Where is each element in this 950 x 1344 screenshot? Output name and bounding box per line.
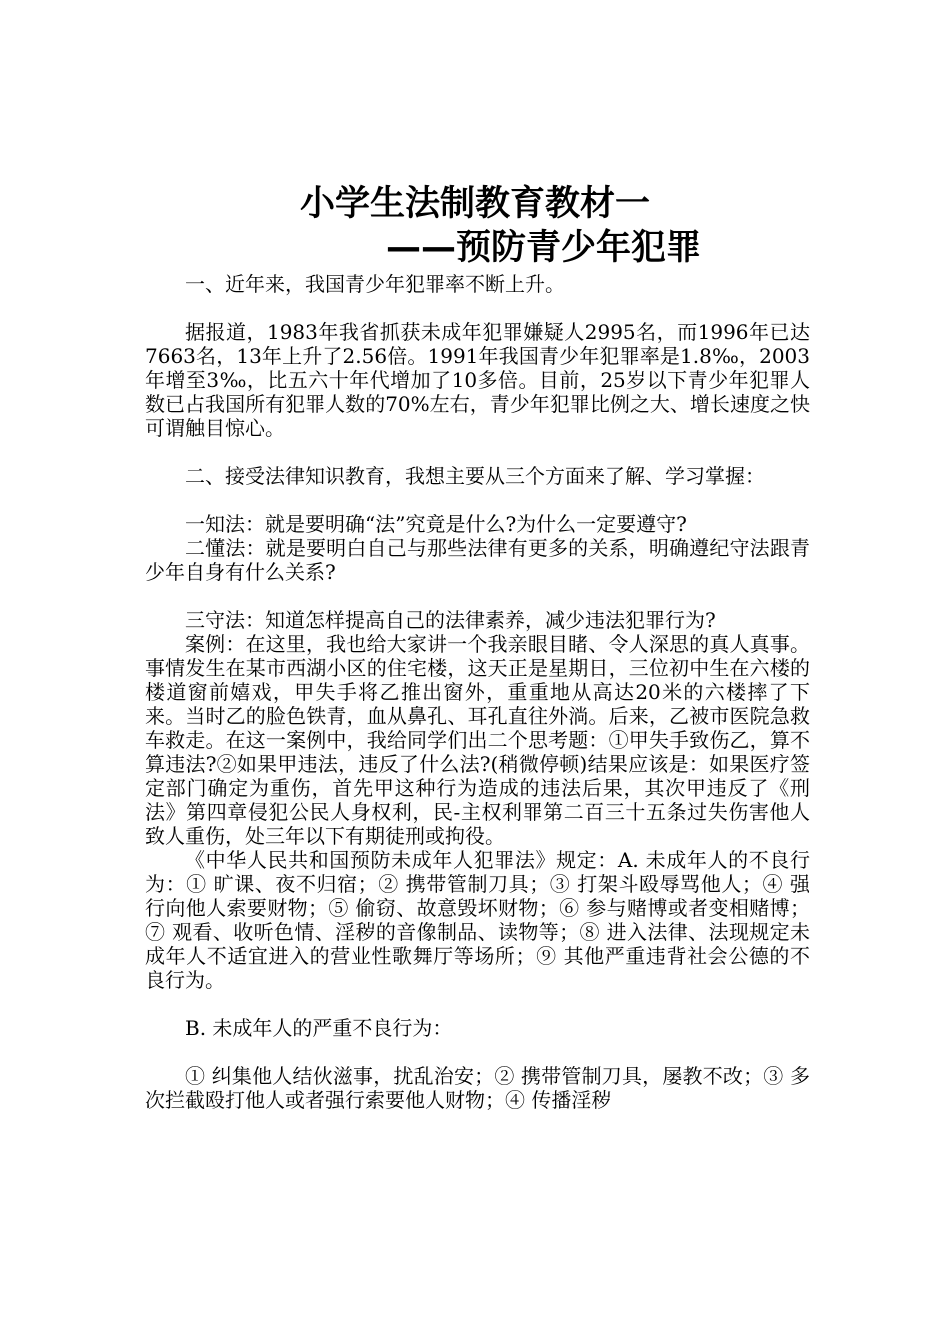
paragraph-section-2: 二、接受法律知识教育，我想主要从三个方面来了解、学习掌握：: [185, 464, 765, 488]
paragraph-case: 案例：在这里，我也给大家讲一个我亲眼目睹、令人深思的真人真事。事情发生在某市西湖小区的住宅楼，这天正是星期日，三位初中生在六楼的楼道窗前嬉戏，甲失手将乙推出窗外，重重地从高达20米的六楼摔了下来。当时乙的脸色铁青，血从鼻孔、耳孔直往外淌。后来，乙被市医院急救车救走。在这一案例中，我给同学们出二个思考题：①甲失手致伤乙，算不算违法?②如果甲违法，违反了什么法?(稍微停顿)结果应该是：如果医疗签定部门确定为重伤，首先甲这种行为造成的违法后果，其次甲违反了《刑法》第四章侵犯公民人身权利，民-主权利罪第二百三十五条过失伤害他人致人重伤，处三年以下有期徒刑或拘役。: [145, 632, 810, 848]
paragraph-section-1: 一、近年来，我国青少年犯罪率不断上升。: [185, 272, 565, 296]
paragraph-know-law: 一知法：就是要明确“法”究竟是什么?为什么一定要遵守?: [185, 512, 687, 536]
paragraph-serious-behavior-heading: B. 未成年人的严重不良行为：: [185, 1016, 453, 1040]
document-body: [145, 272, 810, 1112]
paragraph-serious-behavior-list: ① 纠集他人结伙滋事，扰乱治安；② 携带管制刀具，屡教不改；③ 多次拦截殴打他人或者强行索要他人财物；④ 传播淫秽: [145, 1064, 810, 1112]
document-subtitle: ——预防青少年犯罪: [386, 228, 702, 268]
paragraph-obey-law: 三守法：知道怎样提高自己的法律素养，减少违法犯罪行为?: [185, 608, 716, 632]
paragraph-understand-law: 二懂法：就是要明白自己与那些法律有更多的关系，明确遵纪守法跟青少年自身有什么关系?: [145, 536, 810, 584]
paragraph-statistics: 据报道，1983年我省抓获未成年犯罪嫌疑人2995名，而1996年已达7663名，13年上升了2.56倍。1991年我国青少年犯罪率是1.8‰，2003年增至3‰，比五六十年代增加了10多倍。目前，25岁以下青少年犯罪人数已占我国所有犯罪人数的70%左右，青少年犯罪比例之大、增长速度之快可谓触目惊心。: [145, 320, 810, 440]
paragraph-law-provisions: 《中华人民共和国预防未成年人犯罪法》规定：A. 未成年人的不良行为：① 旷课、夜不归宿；② 携带管制刀具；③ 打架斗殴辱骂他人；④ 强行向他人索要财物；⑤ 偷窃、故意毁坏财物；⑥ 参与赌博或者变相赌博；⑦ 观看、收听色情、淫秽的音像制品、读物等；⑧ 进入法律、法现规定未成年人不适宜进入的营业性歌舞厅等场所；⑨ 其他严重违背社会公德的不良行为。: [145, 848, 810, 992]
document-title: 小学生法制教育教材一: [300, 184, 651, 224]
